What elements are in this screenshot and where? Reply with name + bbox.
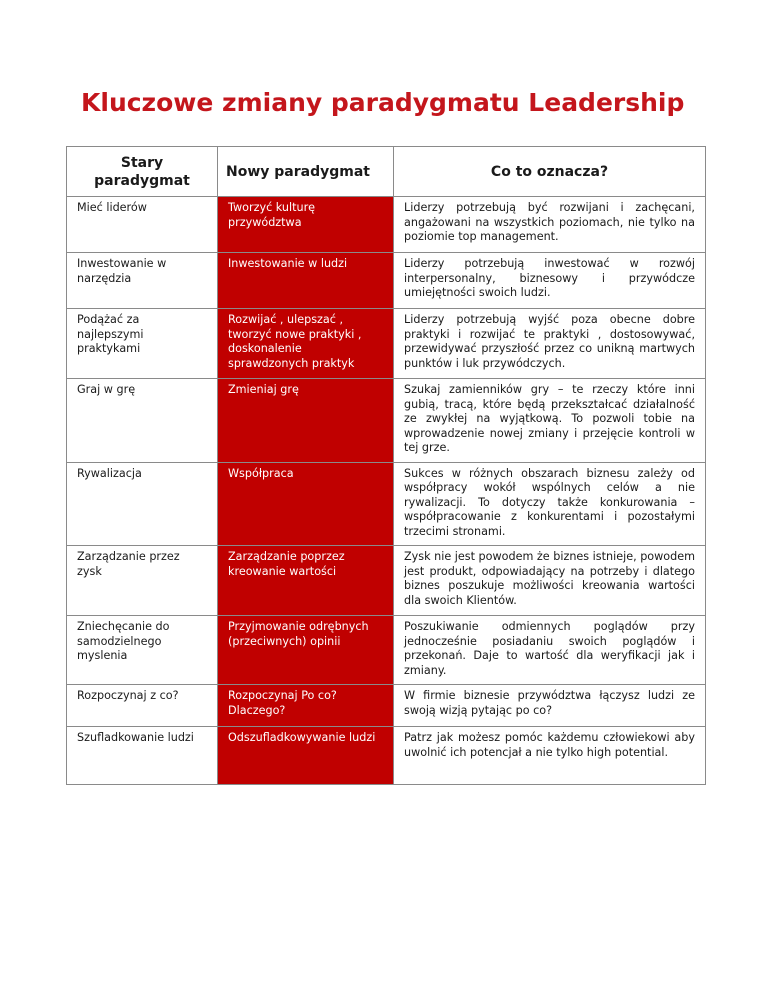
cell-old: Zniechęcanie do samodzielnego myslenia — [67, 616, 218, 685]
header-old-paradigm: Stary paradygmat — [67, 147, 218, 197]
cell-meaning: Patrz jak możesz pomóc każdemu człowiekowi aby uwolnić ich potencjał a nie tylko high potential. — [394, 727, 706, 785]
cell-old: Rywalizacja — [67, 462, 218, 546]
table-row — [67, 309, 706, 379]
cell-new: Współpraca — [218, 462, 394, 546]
cell-new: Odszufladkowywanie ludzi — [218, 727, 394, 785]
cell-old: Podążać za najlepszymi praktykami — [67, 309, 218, 379]
page-title: Kluczowe zmiany paradygmatu Leadership — [81, 88, 685, 117]
cell-old: Zarządzanie przez zysk — [67, 546, 218, 616]
cell-new: Rozpoczynaj Po co? Dlaczego? — [218, 685, 394, 727]
cell-new: Przyjmowanie odrębnych (przeciwnych) opinii — [218, 616, 394, 685]
cell-old: Inwestowanie w narzędzia — [67, 253, 218, 309]
cell-meaning: Szukaj zamienników gry – te rzeczy które inni gubią, tracą, które będą przekształcać działalność ze zwykłej na wyjątkową. To pozwoli tobie na wprowadzenie nowej zmiany i przejęcie kontroli w tej grze. — [394, 379, 706, 463]
cell-meaning: Liderzy potrzebują być rozwijani i zachęcani, angażowani na wszystkich poziomach, nie tylko na poziomie top management. — [394, 197, 706, 253]
paradigm-table — [66, 146, 706, 785]
cell-new: Zmieniaj grę — [218, 379, 394, 463]
table-row — [67, 462, 706, 546]
table-row — [67, 546, 706, 616]
table-row — [67, 253, 706, 309]
table-header-row — [67, 147, 706, 197]
cell-meaning: Sukces w różnych obszarach biznesu zależy od współpracy wokół wspólnych celów a nie rywalizacji. To dotyczy także konkurowania – współpracowanie z konkurentami i pozostałymi trzecimi stronami. — [394, 462, 706, 546]
cell-meaning: W firmie biznesie przywództwa łączysz ludzi ze swoją wizją pytając po co? — [394, 685, 706, 727]
table-row — [67, 379, 706, 463]
cell-meaning: Liderzy potrzebują wyjść poza obecne dobre praktyki i rozwijać te praktyki , dostosowywać, przewidywać przyszłość przez co unikną martwych punktów i luk przywódczych. — [394, 309, 706, 379]
cell-new: Zarządzanie poprzez kreowanie wartości — [218, 546, 394, 616]
cell-meaning: Zysk nie jest powodem że biznes istnieje, powodem jest produkt, odpowiadający na potrzeby i dlatego biznes poszukuje możliwości kreowania wartości dla swoich Klientów. — [394, 546, 706, 616]
cell-old: Szufladkowanie ludzi — [67, 727, 218, 785]
cell-old: Mieć liderów — [67, 197, 218, 253]
table-row — [67, 727, 706, 785]
table-row — [67, 197, 706, 253]
header-new-paradigm: Nowy paradygmat — [218, 147, 394, 197]
cell-old: Graj w grę — [67, 379, 218, 463]
cell-new: Inwestowanie w ludzi — [218, 253, 394, 309]
cell-new: Rozwijać , ulepszać , tworzyć nowe praktyki , doskonalenie sprawdzonych praktyk — [218, 309, 394, 379]
cell-new: Tworzyć kulturę przywództwa — [218, 197, 394, 253]
cell-meaning: Poszukiwanie odmiennych poglądów przy jednocześnie posiadaniu swoich poglądów i przekonań. Daje to wartość dla weryfikacji jak i zmiany. — [394, 616, 706, 685]
header-meaning: Co to oznacza? — [394, 147, 706, 197]
table-row — [67, 685, 706, 727]
table-row — [67, 616, 706, 685]
cell-meaning: Liderzy potrzebują inwestować w rozwój interpersonalny, biznesowy i przywódcze umiejętności swoich ludzi. — [394, 253, 706, 309]
cell-old: Rozpoczynaj z co? — [67, 685, 218, 727]
